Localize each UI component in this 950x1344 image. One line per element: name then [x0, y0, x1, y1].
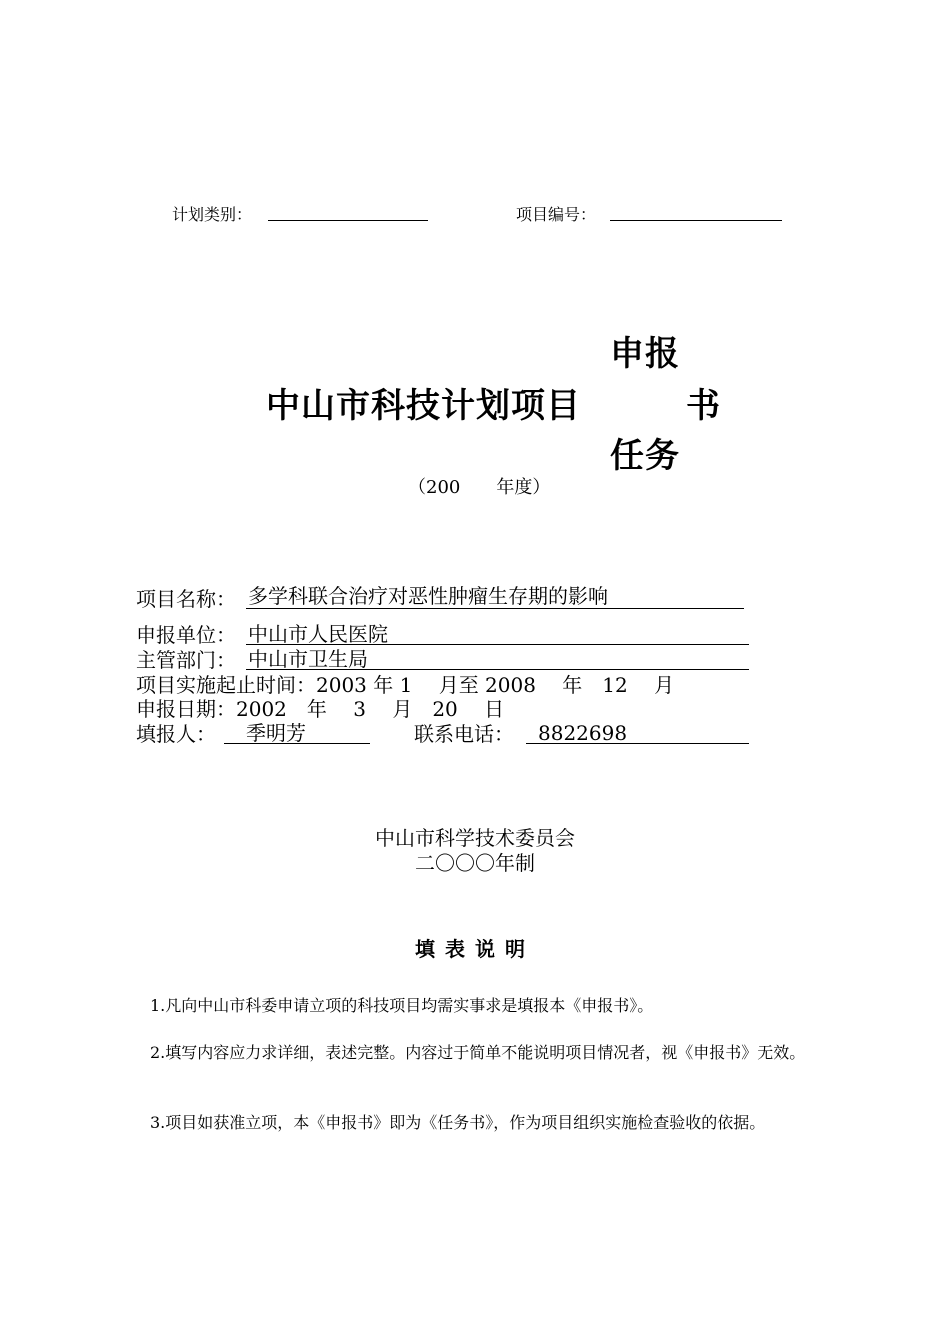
issuer-made: 二〇〇〇年制 — [415, 851, 535, 875]
title-stack-top: 申报 — [610, 334, 680, 374]
title-stack-mid: 书 — [686, 386, 721, 426]
instruction-item-3: 3.项目如获准立项，本《申报书》即为《任务书》，作为项目组织实施检查验收的依据。 — [150, 1113, 766, 1132]
page-title: 中山市科技计划项目 — [266, 386, 581, 426]
project-name-value[interactable]: 多学科联合治疗对恶性肿瘤生存期的影响 — [248, 584, 608, 608]
phone-label: 联系电话： — [414, 722, 514, 746]
plan-category-input[interactable] — [268, 220, 428, 221]
filler-label: 填报人： — [136, 722, 216, 746]
project-period[interactable]: 项目实施起止时间：2003 年 1 月至 2008 年 12 月 — [136, 673, 675, 697]
applicant-unit-value[interactable]: 中山市人民医院 — [248, 622, 388, 646]
instructions-title: 填表说明 — [415, 937, 535, 961]
project-number-label: 项目编号： — [516, 205, 597, 224]
project-name-underline — [246, 608, 744, 609]
instruction-item-1: 1.凡向中山市科委申请立项的科技项目均需实事求是填报本《申报书》。 — [150, 996, 654, 1015]
project-number-input[interactable] — [610, 220, 782, 221]
applicant-unit-label: 申报单位： — [136, 623, 236, 647]
apply-date[interactable]: 申报日期：2002 年 3 月 20 日 — [136, 697, 505, 721]
filler-value[interactable]: 季明芳 — [246, 721, 306, 745]
plan-category-label: 计划类别： — [172, 205, 253, 224]
year-line: （200 年度） — [408, 477, 551, 498]
supervising-dept-label: 主管部门： — [136, 648, 236, 672]
issuer-org: 中山市科学技术委员会 — [375, 826, 575, 850]
supervising-dept-value[interactable]: 中山市卫生局 — [248, 647, 368, 671]
project-name-label: 项目名称： — [136, 587, 236, 611]
instruction-item-2: 2.填写内容应力求详细，表述完整。内容过于简单不能说明项目情况者，视《申报书》无效。 — [150, 1043, 806, 1062]
phone-value[interactable]: 8822698 — [538, 721, 628, 745]
title-stack-bottom: 任务 — [610, 436, 680, 476]
